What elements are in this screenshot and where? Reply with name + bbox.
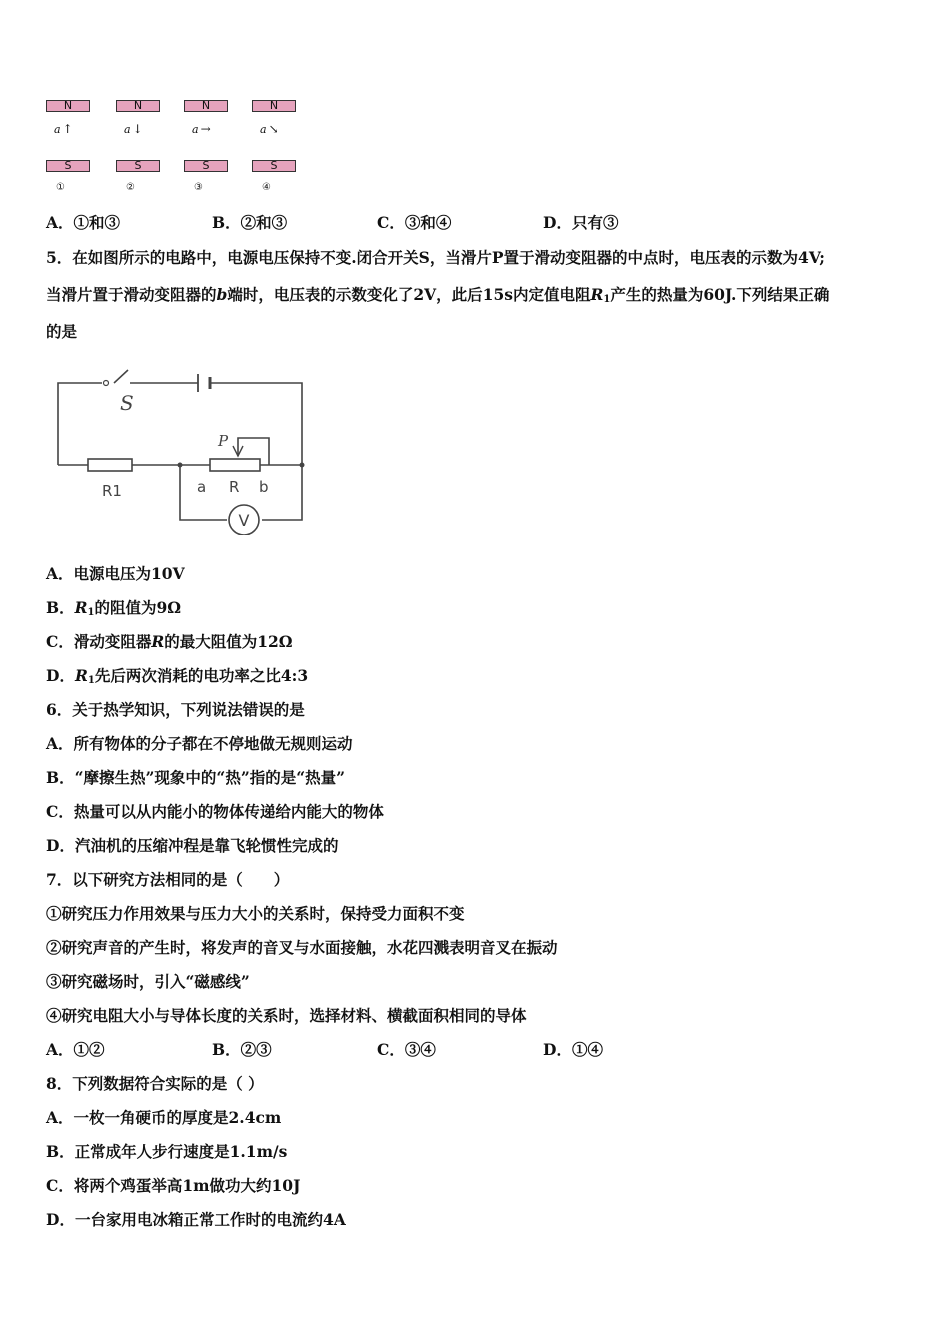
north-pole: N: [46, 100, 90, 112]
q5-stem-line2: [46, 283, 829, 305]
q6-option-d[interactable]: D．汽油机的压缩冲程是靠飞轮惯性完成的: [46, 836, 339, 855]
text: D．: [46, 666, 75, 685]
q6-stem: 6．关于热学知识，下列说法错误的是: [46, 700, 305, 719]
q5-option-a[interactable]: A．电源电压为10V: [46, 564, 185, 583]
q7-stem: 7．以下研究方法相同的是（ ）: [46, 870, 290, 889]
needle-label: a: [54, 123, 61, 136]
junction-dot: [178, 463, 183, 468]
text: 先后两次消耗的电功率之比4:3: [94, 666, 309, 685]
q7-statement-3: ③研究磁场时，引入“磁感线”: [46, 972, 250, 991]
switch-contact: [104, 381, 109, 386]
text: 产生的热量为60J.下列结果正确: [610, 285, 830, 304]
text: R: [74, 666, 88, 685]
q5-stem-line3: 的是: [46, 322, 78, 341]
q4-option-c[interactable]: C．③和④: [377, 213, 452, 232]
text: 1: [87, 607, 95, 618]
panel-number: ③: [194, 182, 203, 193]
circuit-wires: [58, 370, 302, 520]
q5-option-d[interactable]: [46, 664, 308, 686]
q8-option-b[interactable]: B．正常成年人步行速度是1.1m/s: [46, 1142, 288, 1161]
arrow-up-icon: ↑: [62, 122, 73, 136]
q4-option-d[interactable]: D．只有③: [543, 213, 619, 232]
panel-number: ②: [126, 182, 135, 193]
needle-label: a: [124, 123, 131, 136]
south-pole: S: [116, 160, 160, 172]
q6-option-b[interactable]: B．“摩擦生热”现象中的“热”指的是“热量”: [46, 768, 346, 787]
text: 当滑片置于滑动变阻器的: [46, 285, 217, 304]
text: R: [590, 285, 604, 304]
q7-statement-4: ④研究电阻大小与导体长度的关系时，选择材料、横截面积相同的导体: [46, 1006, 527, 1025]
compass-needle: [260, 122, 279, 136]
text: R: [74, 598, 88, 617]
q5-stem-line1: 5．在如图所示的电路中，电源电压保持不变.闭合开关S，当滑片P置于滑动变阻器的中点时，电压表的示数为4V;: [46, 248, 826, 267]
q7-option-b[interactable]: B．②③: [212, 1040, 272, 1059]
rheostat-r: [210, 459, 260, 471]
q5-option-b[interactable]: [46, 596, 181, 618]
voltmeter-label: V: [238, 511, 250, 530]
magnet-figure: [46, 100, 306, 195]
north-pole: N: [116, 100, 160, 112]
q6-option-a[interactable]: A．所有物体的分子都在不停地做无规则运动: [46, 734, 353, 753]
q7-option-c[interactable]: C．③④: [377, 1040, 436, 1059]
wire: [210, 383, 302, 465]
q6-option-c[interactable]: C．热量可以从内能小的物体传递给内能大的物体: [46, 802, 384, 821]
b-label: b: [259, 478, 269, 496]
panel-number: ④: [262, 182, 271, 193]
text: 端时，电压表的示数变化了2V，此后15s内定值电阻: [227, 285, 591, 304]
compass-needle: [54, 122, 73, 136]
resistor-r1: [88, 459, 132, 471]
r-label: R: [229, 478, 240, 496]
q8-option-a[interactable]: A．一枚一角硬币的厚度是2.4cm: [46, 1108, 282, 1127]
arrow-right-icon: →: [200, 122, 211, 136]
text: 1: [603, 294, 611, 305]
north-pole: N: [252, 100, 296, 112]
q4-option-a[interactable]: A．①和③: [46, 213, 121, 232]
south-pole: S: [252, 160, 296, 172]
r1-label: R1: [102, 482, 122, 500]
q7-statement-2: ②研究声音的产生时，将发声的音叉与水面接触，水花四溅表明音叉在振动: [46, 938, 558, 957]
needle-label: a: [192, 123, 199, 136]
a-label: a: [197, 478, 207, 496]
text: R: [151, 632, 165, 651]
q7-option-d[interactable]: D．①④: [543, 1040, 603, 1059]
text: 1: [87, 675, 95, 686]
q8-stem: 8．下列数据符合实际的是（ ）: [46, 1074, 264, 1093]
q5-option-c[interactable]: [46, 630, 293, 652]
junction-dot: [300, 463, 305, 468]
south-pole: S: [184, 160, 228, 172]
switch-label: S: [120, 391, 134, 415]
q8-option-c[interactable]: C．将两个鸡蛋举高1m做功大约10J: [46, 1176, 301, 1195]
q4-option-b[interactable]: B．②和③: [212, 213, 288, 232]
q7-statement-1: ①研究压力作用效果与压力大小的关系时，保持受力面积不变: [46, 904, 465, 923]
text: B．: [46, 598, 75, 617]
panel-number: ①: [56, 182, 65, 193]
text: b: [216, 285, 228, 304]
arrow-diagonal-icon: ↘: [268, 122, 279, 136]
slider-label: P: [218, 432, 229, 450]
q7-option-a[interactable]: A．①②: [46, 1040, 105, 1059]
text: 的阻值为9Ω: [94, 598, 182, 617]
switch-blade: [114, 370, 128, 383]
q8-option-d[interactable]: D．一台家用电冰箱正常工作时的电流约4A: [46, 1210, 346, 1229]
compass-needle: [192, 122, 211, 136]
text: C．滑动变阻器: [46, 632, 152, 651]
north-pole: N: [184, 100, 228, 112]
wire: [58, 383, 102, 465]
arrow-down-icon: ↓: [132, 122, 143, 136]
text: 的最大阻值为12Ω: [164, 632, 293, 651]
compass-needle: [124, 122, 143, 136]
needle-label: a: [260, 123, 267, 136]
south-pole: S: [46, 160, 90, 172]
circuit-diagram: [50, 360, 310, 535]
